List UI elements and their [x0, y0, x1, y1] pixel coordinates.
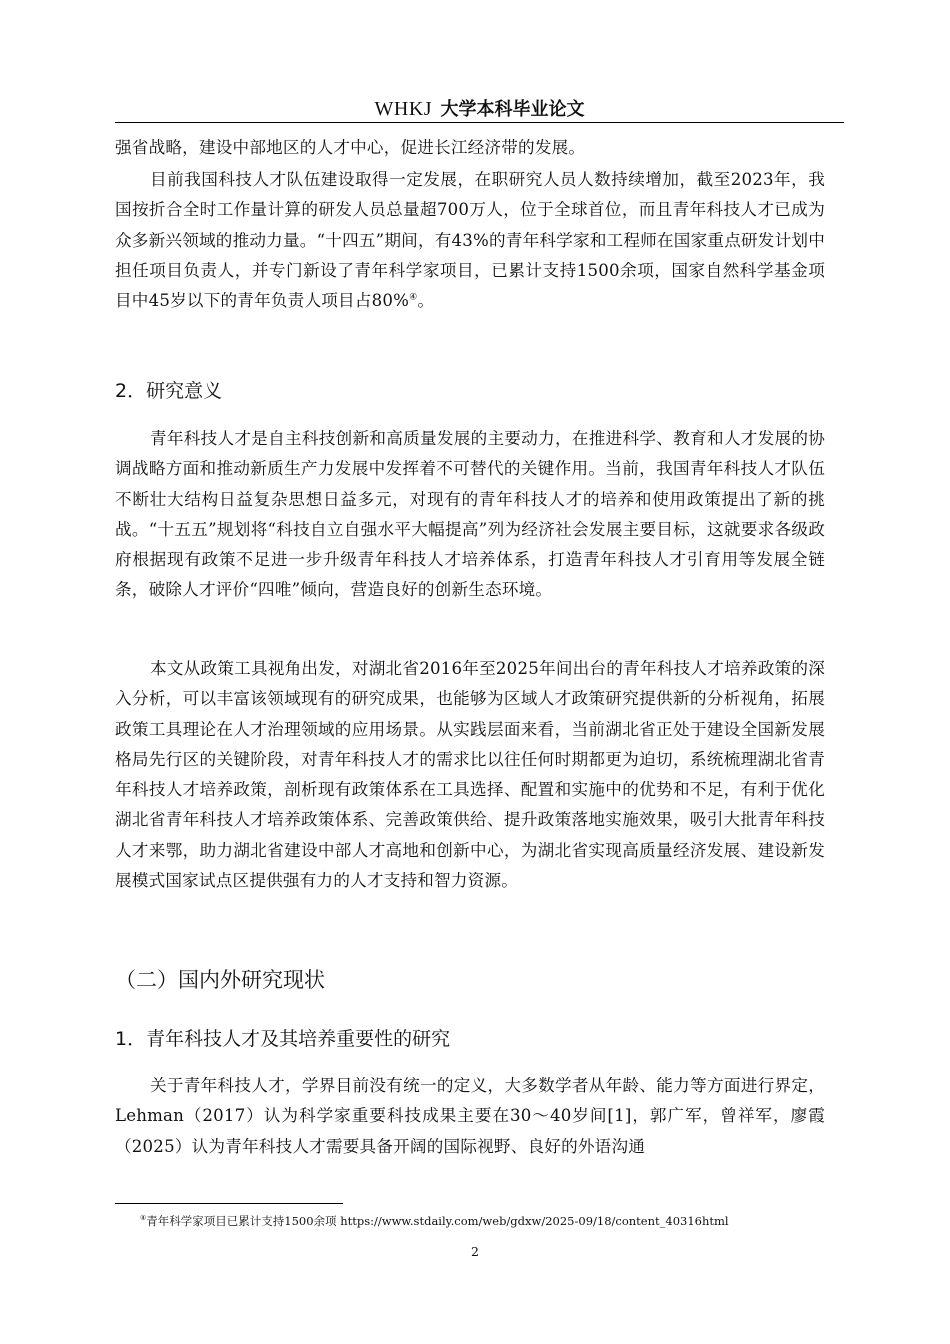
footnote-marker: ④ — [140, 1214, 147, 1223]
header-code: WHKJ — [374, 98, 433, 120]
paragraph-continued: 强省战略，建设中部地区的人才中心，促进长江经济带的发展。 — [115, 138, 586, 157]
footnote — [140, 1213, 729, 1229]
page-number: 2 — [471, 1244, 479, 1259]
footnote-ref[interactable]: ④ — [409, 292, 418, 303]
footnote-divider — [115, 1203, 343, 1204]
heading-section-two: （二）国内外研究现状 — [115, 968, 325, 992]
header-title: 大学本科毕业论文 — [440, 99, 585, 120]
paragraph-definition: 关于青年科技人才，学界目前没有统一的定义，大多数学者从年龄、能力等方面进行界定，Lehman（2017）认为科学家重要科技成果主要在30～40岁间[1]，郭广军，曾祥军，廖霞（2025）认为青年科技人才需要具备开阔的国际视野、良好的外语沟通 — [115, 1076, 825, 1156]
paragraph-end-mark: 。 — [417, 291, 435, 311]
heading-research-significance: 2．研究意义 — [115, 380, 223, 402]
paragraph-talent-status-text: 目前我国科技人才队伍建设取得一定发展，在职研究人员人数持续增加，截至2023年，我国按折合全时工作量计算的研发人员总量超700万人，位于全球首位，而且青年科技人才已成为众多新兴领域的推动力量。“十四五”期间，有43%的青年科学家和工程师在国家重点研发计划中担任项目负责人，并专门新设了青年科学家项目，已累计支持1500余项，国家自然科学基金项目中45岁以下的青年负责人项目占80% — [115, 170, 825, 311]
footnote-text: 青年科学家项目已累计支持1500余项 https://www.stdaily.com/web/gdxw/2025-09/18/content_40316html — [146, 1214, 729, 1228]
paragraph-significance-2: 本文从政策工具视角出发，对湖北省2016年至2025年间出台的青年科技人才培养政策的深入分析，可以丰富该领域现有的研究成果，也能够为区域人才政策研究提供新的分析视角，拓展政策工具理论在人才治理领域的应用场景。从实践层面来看，当前湖北省正处于建设全国新发展格局先行区的关键阶段，对青年科技人才的需求比以往任何时期都更为迫切，系统梳理湖北省青年科技人才培养政策，剖析现有政策体系在工具选择、配置和实施中的优势和不足，有利于优化湖北省青年科技人才培养政策体系、完善政策供给、提升政策落地实施效果，吸引大批青年科技人才来鄂，助力湖北省建设中部人才高地和创新中心，为湖北省实现高质量经济发展、建设新发展模式国家试点区提供强有力的人才支持和智力资源。 — [115, 659, 825, 891]
heading-sub-one: 1．青年科技人才及其培养重要性的研究 — [115, 1028, 451, 1050]
paragraph-significance-1: 青年科技人才是自主科技创新和高质量发展的主要动力，在推进科学、教育和人才发展的协调战略方面和推动新质生产力发展中发挥着不可替代的关键作用。当前，我国青年科技人才队伍不断壮大结构日益复杂思想日益多元，对现有的青年科技人才的培养和使用政策提出了新的挑战。“十五五”规划将“科技自立自强水平大幅提高”列为经济社会发展主要目标，这就要求各级政府根据现有政策不足进一步升级青年科技人才培养体系，打造青年科技人才引育用等发展全链条，破除人才评价“四唯”倾向，营造良好的创新生态环境。 — [115, 429, 825, 600]
paragraph-talent-status — [115, 165, 825, 316]
page-header — [115, 94, 844, 123]
